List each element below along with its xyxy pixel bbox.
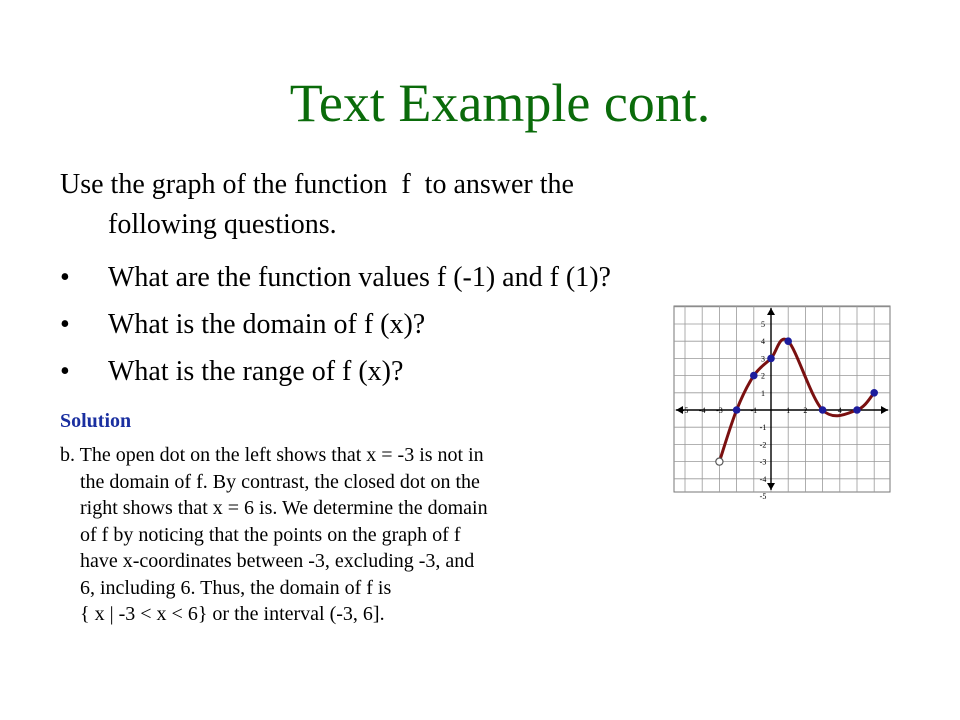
y-tick-label: 2 xyxy=(761,371,765,381)
closed-point-dot xyxy=(819,406,827,414)
intro-line-2: following questions. xyxy=(108,209,337,240)
grid-border xyxy=(674,306,890,492)
closed-point-dot xyxy=(750,372,758,380)
closed-point-dot xyxy=(733,406,741,414)
question-item: • What is the domain of f (x)? xyxy=(60,301,611,348)
x-tick-label: -1 xyxy=(750,406,758,415)
x-tick-label: -4 xyxy=(698,406,706,415)
slide-title: Text Example cont. xyxy=(289,73,711,133)
intro-line-1: Use the graph of the function f to answer the xyxy=(60,169,574,200)
solution-line: of f by noticing that the points on the graph of f xyxy=(80,523,461,546)
closed-point-dot xyxy=(767,355,775,363)
y-tick-label: 4 xyxy=(761,337,765,347)
solution-line: b. The open dot on the left shows that x = -3 is not in xyxy=(60,444,484,466)
y-tick-label: -5 xyxy=(759,492,767,500)
solution-line: { x | -3 < x < 6} or the interval (-3, 6]. xyxy=(80,603,385,625)
function-graph xyxy=(666,300,896,500)
x-tick-label: -5 xyxy=(681,406,689,415)
question-item: • What are the function values f (-1) and f (1)? xyxy=(60,254,611,301)
y-tick-label: -2 xyxy=(759,440,767,450)
solution-line: have x-coordinates between -3, excluding -3, and xyxy=(80,550,475,572)
question-item: • What is the range of f (x)? xyxy=(60,348,611,395)
y-tick-label: -3 xyxy=(759,457,767,467)
y-axis-arrow-down xyxy=(767,483,775,490)
graph-grid xyxy=(674,306,890,492)
intro-text xyxy=(60,165,800,245)
x-tick-label: -3 xyxy=(716,406,723,415)
y-axis-arrow-up xyxy=(767,308,775,315)
y-tick-label: 1 xyxy=(761,388,765,398)
y-tick-label: 3 xyxy=(761,354,765,364)
x-tick-label: 2 xyxy=(803,406,808,415)
x-axis-arrow-right xyxy=(881,406,888,414)
solution-heading: Solution xyxy=(60,410,132,432)
y-tick-label: -1 xyxy=(759,423,767,433)
graph-axes xyxy=(676,308,888,490)
x-tick-label: 4 xyxy=(837,406,842,415)
closed-point-dot xyxy=(784,337,792,345)
solution-line: 6, including 6. Thus, the domain of f is xyxy=(80,576,392,599)
question-list xyxy=(60,254,611,395)
x-tick-label: 1 xyxy=(786,406,791,415)
open-endpoint-dot xyxy=(716,458,723,465)
solution-line: the domain of f. By contrast, the closed dot on the xyxy=(80,470,480,493)
solution-line: right shows that x = 6 is. We determine the domain xyxy=(80,497,488,519)
closed-point-dot xyxy=(853,406,861,414)
y-tick-label: 5 xyxy=(761,320,765,329)
closed-point-dot xyxy=(870,389,878,397)
function-curve xyxy=(719,339,874,462)
solution-body xyxy=(60,442,640,628)
y-tick-label: -4 xyxy=(759,474,767,484)
